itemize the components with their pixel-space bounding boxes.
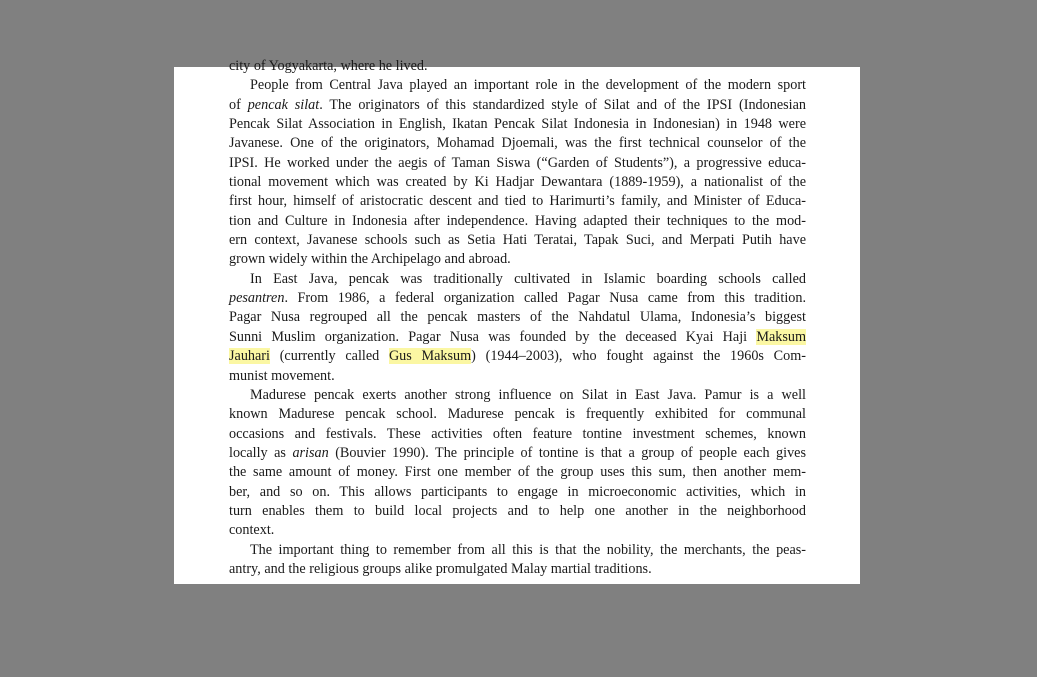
body-text — [229, 57, 806, 579]
text-segment: The important thing to remember from all this is that the nobility, the merchants, the peas- — [250, 541, 806, 558]
text-line — [229, 502, 806, 521]
text-line — [229, 289, 806, 308]
text-segment: first hour, himself of aristocratic descent and tied to Harimurti’s family, and Minister of Educa- — [229, 193, 806, 210]
text-line — [229, 250, 806, 269]
italic-term: pencak silat — [247, 96, 320, 113]
text-line — [229, 308, 806, 327]
document-page — [174, 58, 860, 584]
text-segment: of — [229, 96, 248, 113]
text-segment: context. — [229, 522, 275, 539]
text-line — [229, 444, 806, 463]
text-segment: the same amount of money. First one member of the group uses this sum, then another mem- — [229, 464, 806, 481]
text-segment: antry, and the religious groups alike promulgated Malay martial traditions. — [229, 560, 652, 577]
text-line — [229, 367, 806, 386]
text-line — [229, 521, 806, 540]
text-segment: tion and Culture in Indonesia after independence. Having adapted their techniques to the mod- — [229, 212, 806, 229]
text-segment: turn enables them to build local projects and to help one another in the neighborhood — [229, 502, 806, 519]
text-segment: grown widely within the Archipelago and abroad. — [229, 251, 511, 268]
highlighted-text: Maksum — [756, 328, 806, 345]
text-segment: tional movement which was created by Ki Hadjar Dewantara (1889-1959), a nationalist of the — [229, 174, 806, 191]
text-line — [229, 463, 806, 482]
text-line — [229, 231, 806, 250]
text-line — [229, 96, 806, 115]
text-segment: known Madurese pencak school. Madurese pencak is frequently exhibited for communal — [229, 406, 806, 423]
text-line — [229, 425, 806, 444]
text-segment: occasions and festivals. These activities often feature tontine investment schemes, known — [229, 425, 806, 442]
text-line — [229, 154, 806, 173]
text-segment: Sunni Muslim organization. Pagar Nusa was founded by the deceased Kyai Haji — [229, 328, 757, 345]
text-line — [229, 560, 806, 579]
text-segment: ern context, Javanese schools such as Setia Hati Teratai, Tapak Suci, and Merpati Putih have — [229, 232, 806, 249]
italic-term: pesantren — [229, 290, 285, 307]
text-segment: Pagar Nusa regrouped all the pencak masters of the Nahdatul Ulama, Indonesia’s biggest — [229, 309, 806, 326]
italic-term: arisan — [292, 444, 329, 461]
text-line — [229, 541, 806, 560]
text-segment: city of Yogyakarta, where he lived. — [229, 58, 428, 74]
text-line — [229, 57, 806, 76]
text-segment: Madurese pencak exerts another strong influence on Silat in East Java. Pamur is a well — [250, 386, 806, 403]
text-segment: . From 1986, a federal organization called Pagar Nusa came from this tradition. — [284, 290, 806, 307]
text-line — [229, 405, 806, 424]
text-segment: IPSI. He worked under the aegis of Taman Siswa (“Garden of Students”), a progressive educa- — [229, 154, 806, 171]
highlighted-text: Jauhari — [229, 348, 270, 365]
text-line — [229, 212, 806, 231]
text-segment: locally as — [229, 444, 293, 461]
text-segment: (currently called — [269, 348, 389, 365]
text-segment: Pencak Silat Association in English, Ikatan Pencak Silat Indonesia in Indonesian) in 1948 were — [229, 116, 806, 133]
text-segment: ) (1944–2003), who fought against the 1960s Com- — [471, 348, 806, 365]
text-segment: In East Java, pencak was traditionally cultivated in Islamic boarding schools called — [250, 270, 806, 287]
text-segment: . The originators of this standardized style of Silat and of the IPSI (Indonesian — [319, 96, 806, 113]
text-segment: People from Central Java played an important role in the development of the modern sport — [250, 77, 806, 94]
text-segment: munist movement. — [229, 367, 335, 384]
highlighted-text: Gus Maksum — [388, 348, 472, 365]
text-segment: Javanese. One of the originators, Mohamad Djoemali, was the first technical counselor of the — [229, 135, 806, 152]
text-line — [229, 347, 806, 366]
text-line — [229, 192, 806, 211]
text-line — [229, 134, 806, 153]
text-segment: ber, and so on. This allows participants to engage in microeconomic activities, which in — [229, 483, 806, 500]
text-line — [229, 483, 806, 502]
text-line — [229, 270, 806, 289]
text-line — [229, 76, 806, 95]
text-segment: (Bouvier 1990). The principle of tontine is that a group of people each gives — [328, 444, 806, 461]
text-line — [229, 115, 806, 134]
text-line — [229, 173, 806, 192]
text-line — [229, 328, 806, 347]
text-line — [229, 386, 806, 405]
